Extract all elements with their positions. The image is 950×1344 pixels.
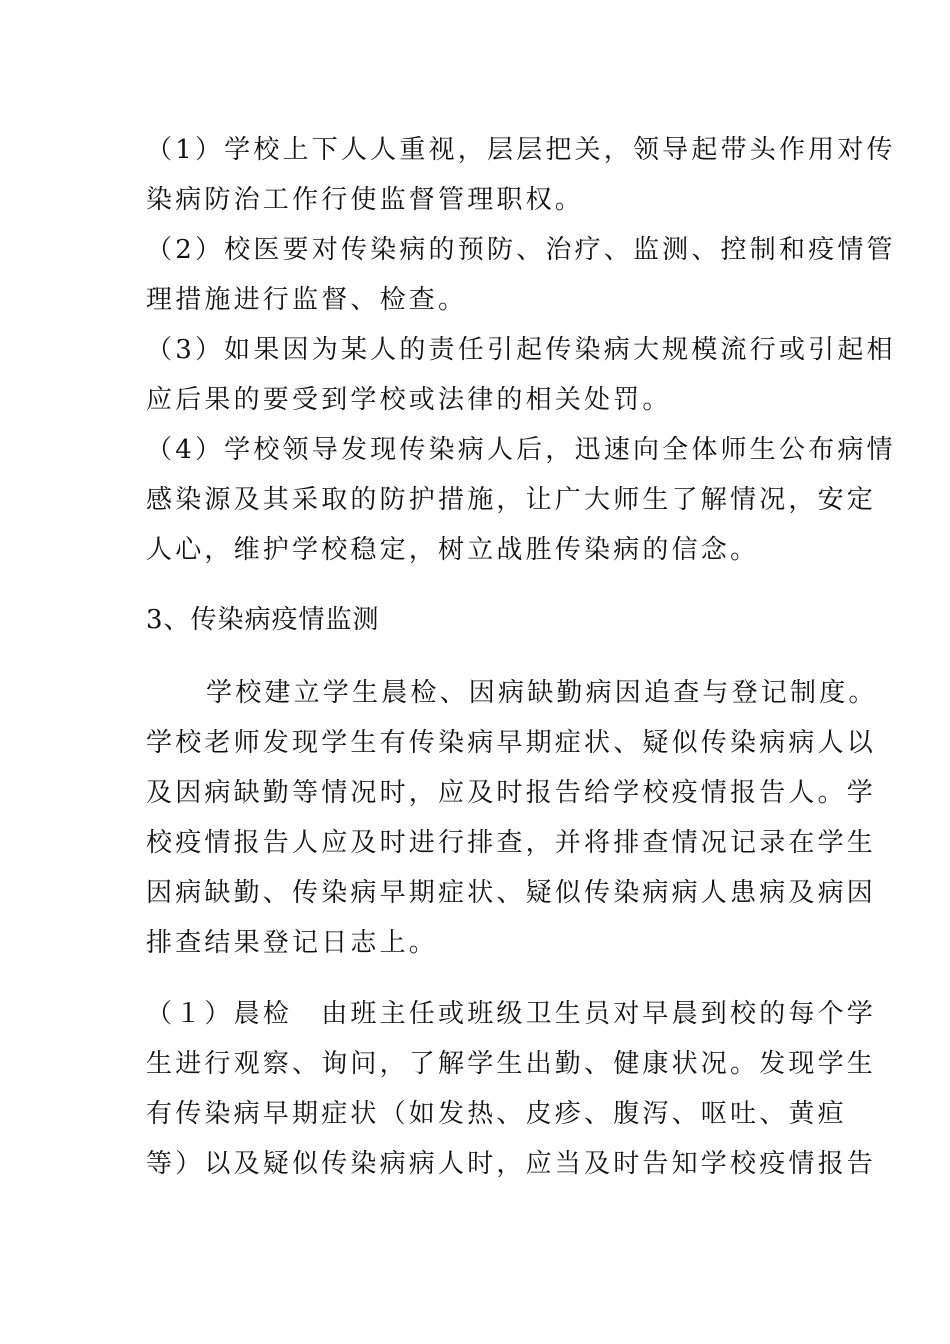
- text-line: 排查结果登记日志上。: [146, 928, 439, 958]
- text-line: 校疫情报告人应及时进行排查，并将排查情况记录在学生: [146, 828, 877, 858]
- text-line: （3）如果因为某人的责任引起传染病大规模流行或引起相: [146, 335, 896, 365]
- text-line: 生进行观察、询问，了解学生出勤、健康状况。发现学生: [146, 1049, 877, 1079]
- text-line: 应后果的要受到学校或法律的相关处罚。: [146, 385, 672, 415]
- section-heading: 3、传染病疫情监测: [146, 605, 380, 635]
- text-line: 学校老师发现学生有传染病早期症状、疑似传染病病人以: [146, 728, 877, 758]
- text-line: 及因病缺勤等情况时，应及时报告给学校疫情报告人。学: [146, 778, 877, 808]
- text-line: 感染源及其采取的防护措施，让广大师生了解情况，安定: [146, 485, 877, 515]
- text-line: 人心，维护学校稳定，树立战胜传染病的信念。: [146, 535, 760, 565]
- text-line: 有传染病早期症状（如发热、皮疹、腹泻、呕吐、黄疸: [146, 1099, 847, 1129]
- text-line: （1）学校上下人人重视，层层把关，领导起带头作用对传: [146, 135, 896, 165]
- text-line: 等）以及疑似传染病病人时，应当及时告知学校疫情报告: [146, 1149, 877, 1179]
- text-line: 染病防治工作行使监督管理职权。: [146, 185, 585, 215]
- text-line: 理措施进行监督、检查。: [146, 285, 468, 315]
- text-line: （2）校医要对传染病的预防、治疗、监测、控制和疫情管: [146, 235, 896, 265]
- text-line: 学校建立学生晨检、因病缺勤病因追查与登记制度。: [206, 678, 878, 708]
- text-line: （１）晨检 由班主任或班级卫生员对早晨到校的每个学: [146, 999, 877, 1029]
- text-line: 因病缺勤、传染病早期症状、疑似传染病病人患病及病因: [146, 878, 877, 908]
- text-line: （4）学校领导发现传染病人后，迅速向全体师生公布病情: [146, 435, 896, 465]
